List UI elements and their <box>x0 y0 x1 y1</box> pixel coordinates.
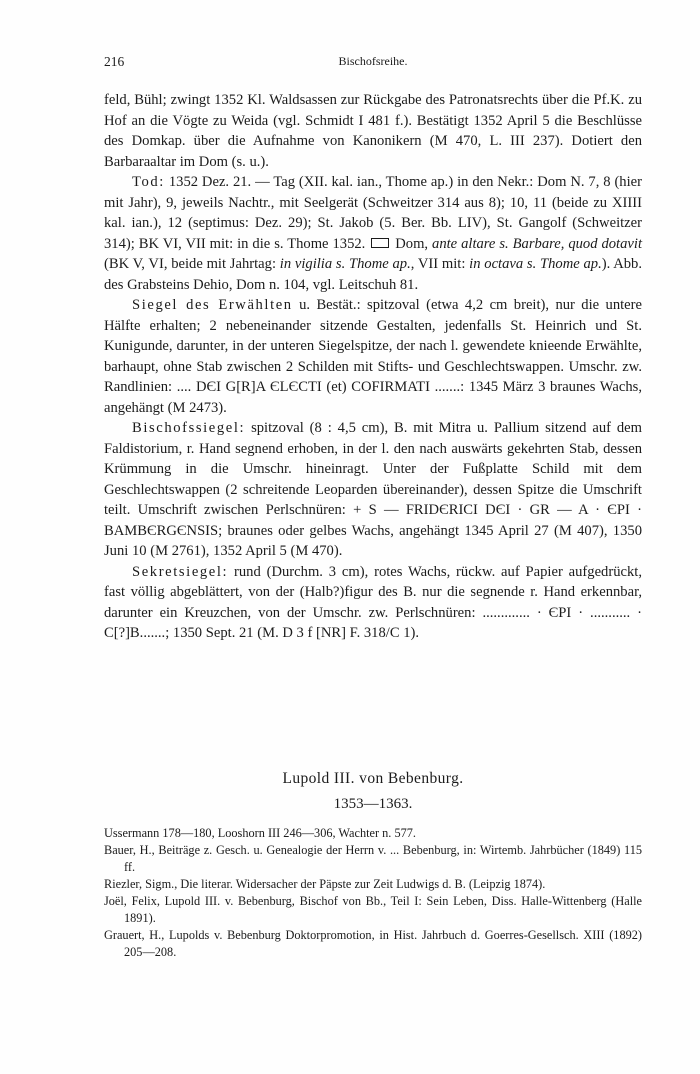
paragraph-text: Dom, <box>391 235 433 252</box>
bibliography <box>104 825 642 961</box>
paragraph-text: rund (Durchm. 3 cm), rotes Wachs, rückw. auf Papier aufgedrückt, fast völlig abgeblättert, von der (Halb?)figur des B. nur die segnende r. Hand erkennbar, darunter ein Kreuzchen, von der Umschr. zw. Perlschnüren: ............. · ЄPI · ........... · C[?]B.......; 1350 Sept. 21 (M. D 3 f [NR] F. 318/C 1). <box>104 563 642 641</box>
paragraph-text: , VII mit: <box>410 256 470 272</box>
paragraph-bishop-seal <box>104 418 642 562</box>
section-label-sekretsiegel: Sekretsiegel: <box>132 563 229 580</box>
paragraph-continuation <box>104 90 642 172</box>
paragraph-text: spitzoval (8 : 4,5 cm), B. mit Mitra u. Pallium sitzend auf dem Faldistorium, r. Hand segnend erhoben, in der l. den nach auswärts gekehrten Stab, dessen Krümmung in die Umschr. hineinragt. Unter der Fußplatte Schild mit dem Geschlechtswappen (2 schreitende Leoparden übereinander), dessen Spitze die Umschrift teilt. Umschrift zwischen Perlschnüren: + S — FRIDЄRICI DЄI · GR — A · ЄPI · BAMBЄRGЄNSIS; braunes oder gelbes Wachs, angehängt 1345 April 27 (M 407), 1350 Juni 10 (M 2761), 1352 April 5 (M 470). <box>104 420 642 559</box>
running-head <box>104 54 642 74</box>
running-title: Bischofsreihe. <box>338 54 408 68</box>
paragraph-text: (BK V, VI, beide mit Jahrtag: <box>104 256 280 272</box>
paragraph-text: 1352 Dez. 21. — Tag (XII. kal. ian., Thome ap.) in den Nekr.: Dom N. 7, 8 (hier mit Jahr), 9, jeweils Nachtr., mit Seelgerät (Schweitzer 314 aus 8); 10, 11 (beide zu XIIII kal. ian.), 12 (septimus: Dez. 29); St. Jakob (5. Ber. Bb. LIV), St. Gangolf (Schweitzer 314); BK VI, VII mit: in die s. Thome 1352. <box>104 174 642 252</box>
section-label-bischofssiegel: Bischofssiegel: <box>132 420 246 436</box>
paragraph-text: feld, Bühl; zwingt 1352 Kl. Waldsassen zur Rückgabe des Patronatsrechts über die Pf.K. zu Hof an die Vögte zu Weida (vgl. Schmidt I 481 f.). Bestätigt 1352 April 5 die Beschlüsse des Domkap. über die Aufnahme von Kanonikern (M 470, L. III 237). Dotiert den Barbaraaltar im Dom (s. u.). <box>104 92 642 170</box>
bibliography-entry: Riezler, Sigm., Die literar. Widersacher der Päpste zur Zeit Ludwigs d. B. (Leipzig 1874). <box>104 877 546 891</box>
grave-symbol-icon <box>371 238 389 248</box>
section-title: Lupold III. von Bebenburg. <box>282 770 464 787</box>
italic-quote: ante altare s. Barbare, quod dotavit <box>432 235 642 252</box>
paragraph-secret-seal <box>104 562 642 644</box>
paragraph-text: ). Abb. des Grabsteins Dehio, Dom n. 104, vgl. Leitschuh 81. <box>104 256 642 293</box>
bibliography-entry: Joël, Felix, Lupold III. v. Bebenburg, Bischof von Bb., Teil I: Sein Leben, Diss. Halle-Wittenberg (Halle 1891). <box>104 894 642 925</box>
section-years: 1353—1363. <box>333 796 413 812</box>
body-text <box>104 90 642 644</box>
page-number: 216 <box>104 54 125 69</box>
bibliography-entry: Ussermann 178—180, Looshorn III 246—306, Wachter n. 577. <box>104 826 416 840</box>
section-label-tod: Tod: <box>132 174 165 190</box>
italic-quote: in vigilia s. Thome ap. <box>279 256 411 272</box>
bibliography-entry: Bauer, H., Beiträge z. Gesch. u. Genealogie der Herrn v. ... Bebenburg, in: Wirtemb. Jahrbücher (1849) 115 ff. <box>104 843 642 874</box>
paragraph-death <box>104 172 642 295</box>
bibliography-entry: Grauert, H., Lupolds v. Bebenburg Doktorpromotion, in Hist. Jahrbuch d. Goerres-Gesellsch. XIII (1892) 205—208. <box>104 928 642 959</box>
section-label-siegel: Siegel des Erwählten <box>132 297 293 313</box>
paragraph-text: u. Bestät.: spitzoval (etwa 4,2 cm breit), nur die untere Hälfte erhalten; 2 nebeneinander sitzende Gestalten, jedenfalls St. Heinrich und St. Kunigunde, darunter, in der unteren Siegelspitze, der nach l. gewendete knieende Erwählte, barhaupt, ohne Stab zwischen 2 Schilden mit Stifts- und Geschlechtswappen. Umschr. zw. Randlinien: .... DЄI G[R]A ЄLЄCTI (et) COFIRMATI .......: 1345 März 3 braunes Wachs, angehängt (M 2473). <box>104 297 642 416</box>
paragraph-seal-elect <box>104 295 642 418</box>
italic-quote: in octava s. Thome ap. <box>469 256 602 272</box>
